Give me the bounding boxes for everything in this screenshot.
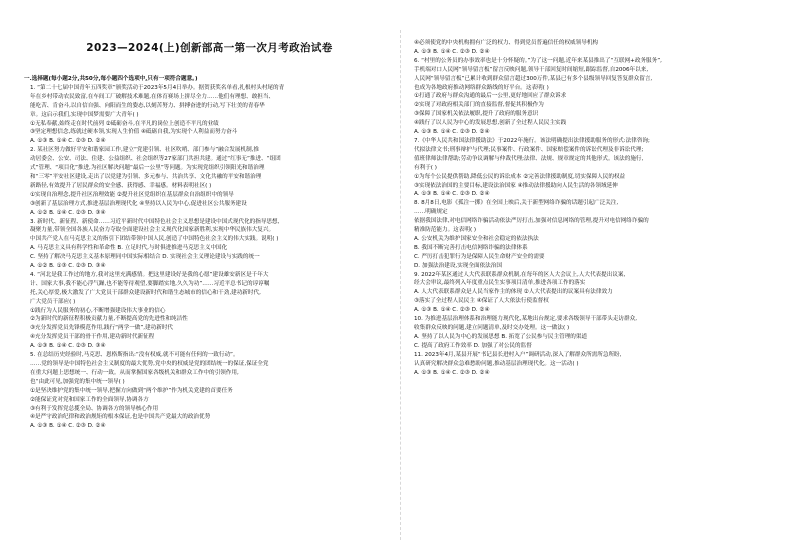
left-column-line: ③充分发挥党员先锋模范作用,践行“两学一做”,建功新时代 [30,325,174,332]
right-column-line: A. ①③ B. ①④ C. ②③ D. ②④ [414,129,490,136]
left-column-line: ①是坚决维护党的集中统一领导,把握方向做到“两个维护”作为机关党建的首要任务 [30,387,233,394]
left-column [24,0,395,549]
left-column-line: 中国共产党人在马克思主义的指引下团结带领中国人民,创造了中国特色社会主义的伟大实践。说明( ) [30,236,279,243]
right-column-line: 经大会审议,最终列入年度重点民生实事项目清单,推进各项工作的落实 [414,280,586,287]
left-column-line: ③坚定理想信念,练就过硬本领,实现人生价值 ④砥砺自我,为实现个人利益而努力奋斗 [30,129,238,136]
left-column-line: 4. “河北是我工作过的地方,我对这里充满感情。把这里建设好是我的心愿”建设雄安新区是千年大 [30,271,269,278]
left-column-line: A. ①③ B. ①④ C. ②③ D. ②④ [30,423,106,430]
left-column-line: C. 坚持了解决马克思主义基本原理同中国实际相结合 D. 实现社会主义理论建设与实践的统一 [30,254,260,261]
right-column-line: ①为每个公民提供帮助,降低公民的诉讼成本 ②完善法律援助制度,切实保障人民的权益 [414,173,626,180]
left-column-line: 新路径,有效提升了居民群众的安全感、获得感、幸福感。材料表明社区( ) [30,182,212,189]
left-column-line: ③创新了基层治理方式,推进基层治理现代化 ④坚持以人民为中心,促进社区公共服务建设 [30,200,247,207]
left-column-line: A. ①② B. ①③ C. ②③ D. ③④ [30,263,106,270]
left-column-line: 和“三零”平安社区建设,走出了以党建为引领、多元参与、共治共享、文化共融的平安和谐治理 [30,173,262,180]
right-column-line: 收集群众反映的问题,建立问题清单,及时交办处理。这一做法( ) [414,325,570,331]
right-column-line: A. ①③ B. ①④ C. ②③ D. ②④ [414,307,490,314]
right-column-line: 值班律师法律帮助;劳动争议调解与仲裁代理;法律、法规、规章规定的其他形式。该法的施行, [414,155,644,162]
left-column-line: 3. 新时代、新征程、新使命……习近平新时代中国特色社会主义思想是建设中国式现代化的指导思想, [30,218,280,225]
right-column-line: 代拟法律文书;刑事辩护与代理;民事案件、行政案件、国家赔偿案件的诉讼代理及非诉讼代理; [414,146,644,153]
right-column-line: 依据我国法律,对电信网络诈骗活动依法严厉打击,加强对信息网络的管理,提升对电信网络诈骗的 [414,218,649,225]
right-column-line: ④践行了以人民为中心的发展思想,创新了全过程人民民主实践 [414,120,567,127]
left-column-line: 年在乡村带动农民致富,在车间工厂破解技术难题,在体育赛场上拼尽全力……他们有理想、敢担当、 [30,93,275,100]
left-column-line: 计、国家大事,我不能心浮气躁,也不能等待观望,要脚踏实地,久久为功”……习近平总书记的谆谆嘱 [30,280,270,287]
left-column-line: ①践行为人民服务的初心,不断增强建设伟大事业的信心 [30,307,166,314]
right-column [408,0,778,549]
right-column-line: A. ①③ B. ①④ C. ②③ D. ②④ [414,191,490,198]
right-column-line: ④必须使党的中央机构拥有广泛的权力、得到党员普遍信任的权威领导机构 [414,40,599,46]
left-column-line: 能吃苦、肯奋斗,以自信自强、向阳而生的姿态,以刻苦努力、拼搏奋进的行动,写下壮美的青春华 [30,102,265,109]
left-column-line: 也“由此可见,加强党的集中统一领导( ) [30,378,125,385]
right-column-line: ③实现依法治国的主要目标,建设法治国家 ④推动法律援助向人民生活的各领域延伸 [414,182,618,189]
left-column-line: ③有利于发挥党总揽全局、协调各方的领导核心作用 [30,405,159,412]
right-column-line: ①打通了政府与群众沟通的最后一公里,更好地回应了群众诉求 [414,93,567,100]
right-column-line: 11. 2023年4月,某县开展“书记县长进村入户”调研活动,深入了解群众所需所急所盼, [414,351,622,358]
right-column-line: 精准防范能力。这表明( ) [414,227,477,234]
right-column-line: 7.《中华人民共和国法律援助法》于2022年施行。该法明确提出法律援助服务的形式:法律咨询; [414,137,650,144]
left-column-line: ……党的领导是中国特色社会主义制度的最大优势,党中央的权威是党的团结统一的保证,保证全党 [30,361,269,367]
section-heading: 一.选择题(每小题2分,共50分,每小题四个选项中,只有一项符合题意。) [24,76,198,82]
right-column-line: ③落实了全过程人民民主 ④保证了人大依法行使监督权 [414,298,549,305]
right-column-line: A. 坚持了以人民为中心的发展思想 B. 拓宽了公民参与民主管理的渠道 [414,333,588,340]
left-column-line: ④充分发挥党员干部的骨干作用,建功新时代新征程 [30,334,155,341]
right-column-line: ②实现了对政府相关部门的直接监督,督促其积极作为 [414,102,544,109]
right-column-line: C. 严厉打击犯罪行为是保障人民生命财产安全的需要 [414,253,545,260]
right-column-line: 9. 2022年某区通过人大代表联系群众机制,在每年的区人大会议上,人大代表提出议案, [414,271,626,278]
left-column-line: 广大党员干部应( ) [30,298,76,305]
right-column-line: 10. 为推进基层治理体系和治理能力现代化,某地出台规定,要求各级领导干部带头走访群众, [414,316,637,323]
right-column-line: A. ①③ B. ①④ C. ②③ D. ②④ [414,48,490,55]
right-column-line: 有利于( ) [414,164,437,171]
left-column-line: 在重大问题上思想统一、行动一致。从而掌握国家各级机关和群众工作中的引领作用, [30,369,239,376]
left-column-line: A. ①③ B. ①④ C. ②③ D. ③④ [30,343,106,350]
left-column-line: ①实现自治理念,提升社区治理效能 ②提升社区党组织在基层群众自治组织中的领导 [30,191,234,198]
left-column-body [24,84,395,431]
exam-title: 2023—2024(上)创新部高一第一次月考政治试卷 [86,42,333,54]
left-column-line: 式”管理、“项目化”推进,为社区解决问题“最后一公里”等问题。为实现党组织引领阳光和谐治理 [30,165,265,172]
left-column-line: ①无私奉献,始终走在时代前列 ②砥砺奋斗,在平凡的岗位上创造不平凡的业绩 [30,120,219,127]
left-column-line: A. ①② B. ①④ C. ②③ D. ③④ [30,209,106,216]
left-column-line: 托,关心厚爱,极大激发了广大党员干部群众建设新时代和谐生态城市的信心和干劲,建功新时代, [30,289,261,296]
right-column-line: D. 加强法治建设,实现全面依法治国 [414,262,502,269]
left-column-line: 凝聚力量,带领全国各族人民奋力夺取全面建设社会主义现代化国家新胜利,实现中华民族伟大复兴。 [30,227,275,234]
left-column-line: 章。这启示我们,实现中国梦需要广大青年( ) [30,111,139,118]
right-column-line: 8. 8月8日,电影《孤注一掷》在全国上映后,关于新型网络诈骗的话题引起广泛关注, [414,200,619,207]
right-column-line: C. 提高了政府工作效率 D. 加强了对公民的监督 [414,342,532,349]
right-column-line: B. 我国不断完善打击电信网络诈骗的法律体系 [414,244,528,251]
page-fold-divider [400,30,401,540]
right-column-line: A. 公安机关为维护国家安全和社会稳定的依法执法 [414,235,539,242]
right-column-line: 也成为各地政府推动网络群众路线的好平台。这表明( ) [414,84,549,91]
left-column-line: 动居委会、公安、司法、住建、公益组织、社会组织等27家部门共担共建。通过“红事无”推进、“组团 [30,156,281,163]
right-column-line: ③保障了国家机关依法履职,提升了政府的服务意识 [414,111,539,118]
left-column-line: ②能保证党对党和国家工作的全面领导,协调各方 [30,396,149,403]
left-column-line: ④是严守政治纪律和政治规矩的根本保证,也是中国共产党最大的政治优势 [30,414,211,421]
right-column-line: A. ①③ B. ①④ C. ②③ D. ②④ [414,369,490,376]
right-column-line: 人民网“领导留言板”已累计收到群众留言超过300万件,某县已有多个县级领导回复答复群众留言, [414,75,653,82]
right-column-line: A. 人大代表联系群众是人民当家作主的体现 ②人大代表提出的议案具有法律效力 [414,289,613,296]
left-column-line: ②为新时代的新征程积极贡献力量,不断提高党的先进性和纯洁性 [30,316,188,323]
right-column-line: 认真研究解决群众急难愁盼问题,推动基层治理现代化。这一活动( ) [414,360,579,367]
right-column-line: ……明确规定 [414,209,448,216]
left-column-line: 1. “第二十七届中国青年五四奖章”颁奖活动于2023年5月4日举办。据贺获奖名单看,扎根村头村尾的青 [30,84,285,91]
left-column-line: 2. 某社区努力做好平安和谐家园工作,建立“党建引领、社区吹哨、部门参与”融合发展机制,推 [30,147,260,154]
right-column-line: 手机端对口人民网“领导留言板”留言反映问题,领导干部回复时间缩短,跟踪监督,自2006年以来, [414,66,649,73]
right-column-body [408,39,778,377]
left-column-line: 5. 在总结历史经验时,马克思、恩格斯指出:“没有权威,就不可能有任何的一致行动”。 [30,352,239,359]
left-column-line: A. 马克思主义具有科学性和革命性 B. 立足时代,与时俱进推进马克思主义中国化 [30,245,228,252]
left-column-line: A. ①③ B. ①④ C. ②③ D. ②④ [30,138,106,145]
right-column-line: 6. “村里的公务员的办事效率也是十分怀疑的。”为了这一问题,近年来某县推出了“互联网+政务服务”, [414,57,662,64]
